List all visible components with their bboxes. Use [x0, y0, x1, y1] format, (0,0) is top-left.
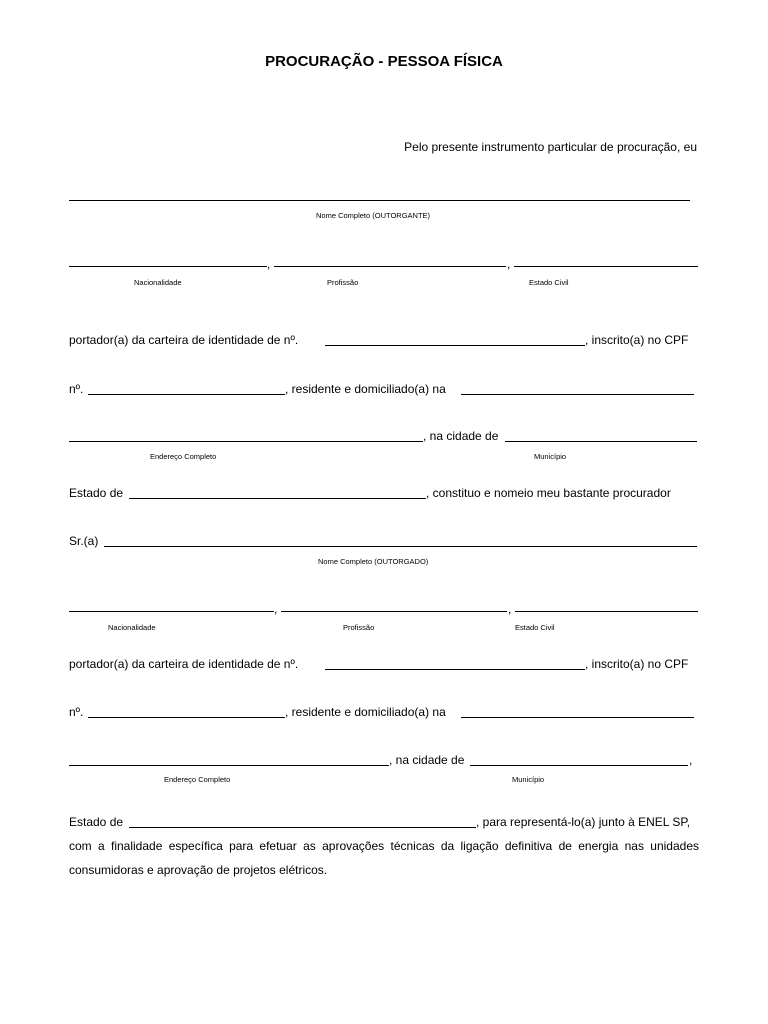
outorgado-estado-civil-label: Estado Civil — [515, 623, 555, 632]
outorgante-cpf-text: , inscrito(a) no CPF — [585, 333, 689, 347]
outorgante-municipio-label: Município — [534, 452, 567, 461]
outorgante-estado-line[interactable] — [129, 498, 426, 499]
outorgante-endereco-label: Endereço Completo — [150, 452, 217, 461]
outorgado-municipio-line[interactable] — [470, 765, 688, 766]
outorgado-profissao-line[interactable] — [281, 611, 507, 612]
outorgado-cidade-text: , na cidade de — [389, 753, 465, 767]
outorgado-no-text: nº. — [69, 705, 84, 719]
outorgado-nacionalidade-label: Nacionalidade — [108, 623, 156, 632]
outorgante-rua-line[interactable] — [461, 394, 694, 395]
outorgante-name-label: Nome Completo (OUTORGANTE) — [316, 211, 431, 220]
outorgante-nacionalidade-label: Nacionalidade — [134, 278, 182, 287]
outorgado-estado-civil-line[interactable] — [515, 611, 698, 612]
outorgante-nacionalidade-line[interactable] — [69, 266, 267, 267]
outorgado-id-line[interactable] — [325, 669, 585, 670]
outorgado-name-label: Nome Completo (OUTORGADO) — [318, 557, 429, 566]
outorgante-profissao-line[interactable] — [274, 266, 506, 267]
outorgante-profissao-label: Profissão — [327, 278, 359, 287]
outorgado-profissao-label: Profissão — [343, 623, 375, 632]
outorgante-cpf-line[interactable] — [88, 394, 285, 395]
constituo-text: , constituo e nomeio meu bastante procurador — [426, 486, 671, 500]
outorgante-id-text: portador(a) da carteira de identidade de nº. — [69, 333, 299, 347]
outorgado-endereco-label: Endereço Completo — [164, 775, 231, 784]
comma: , — [508, 602, 512, 616]
outorgado-municipio-label: Município — [512, 775, 545, 784]
outorgado-id-text: portador(a) da carteira de identidade de nº. — [69, 657, 299, 671]
intro-text: Pelo presente instrumento particular de procuração, eu — [404, 140, 697, 154]
outorgante-estado-civil-label: Estado Civil — [529, 278, 569, 287]
outorgado-estado-line[interactable] — [129, 827, 476, 828]
outorgante-id-line[interactable] — [325, 345, 585, 346]
outorgado-sr-text: Sr.(a) — [69, 534, 99, 548]
outorgado-rua-line[interactable] — [461, 717, 694, 718]
outorgado-cpf-text: , inscrito(a) no CPF — [585, 657, 689, 671]
outorgante-estado-civil-line[interactable] — [514, 266, 698, 267]
outorgante-name-line[interactable] — [69, 200, 690, 201]
outorgado-nacionalidade-line[interactable] — [69, 611, 274, 612]
comma: , — [507, 257, 511, 271]
document-title: PROCURAÇÃO - PESSOA FÍSICA — [265, 53, 503, 70]
outorgado-endereco-line[interactable] — [69, 765, 389, 766]
outorgado-residente-text: , residente e domiciliado(a) na — [285, 705, 446, 719]
outorgante-endereco-line[interactable] — [69, 441, 423, 442]
outorgante-cidade-text: , na cidade de — [423, 429, 499, 443]
outorgante-no-text: nº. — [69, 382, 84, 396]
representa-text: , para representá-lo(a) junto à ENEL SP, — [476, 815, 691, 829]
outorgante-municipio-line[interactable] — [505, 441, 697, 442]
comma: , — [267, 257, 271, 271]
comma: , — [274, 602, 278, 616]
outorgado-cidade-end: , — [689, 753, 693, 767]
outorgante-estado-text: Estado de — [69, 486, 124, 500]
finalidade-paragraph: com a finalidade específica para efetuar as aprovações técnicas da ligação definitiva de energia nas unidades consumidoras e aprovação de projetos elétricos. — [69, 839, 699, 877]
outorgado-estado-text: Estado de — [69, 815, 124, 829]
outorgado-cpf-line[interactable] — [88, 717, 285, 718]
outorgado-name-line[interactable] — [104, 546, 697, 547]
outorgante-residente-text: , residente e domiciliado(a) na — [285, 382, 446, 396]
